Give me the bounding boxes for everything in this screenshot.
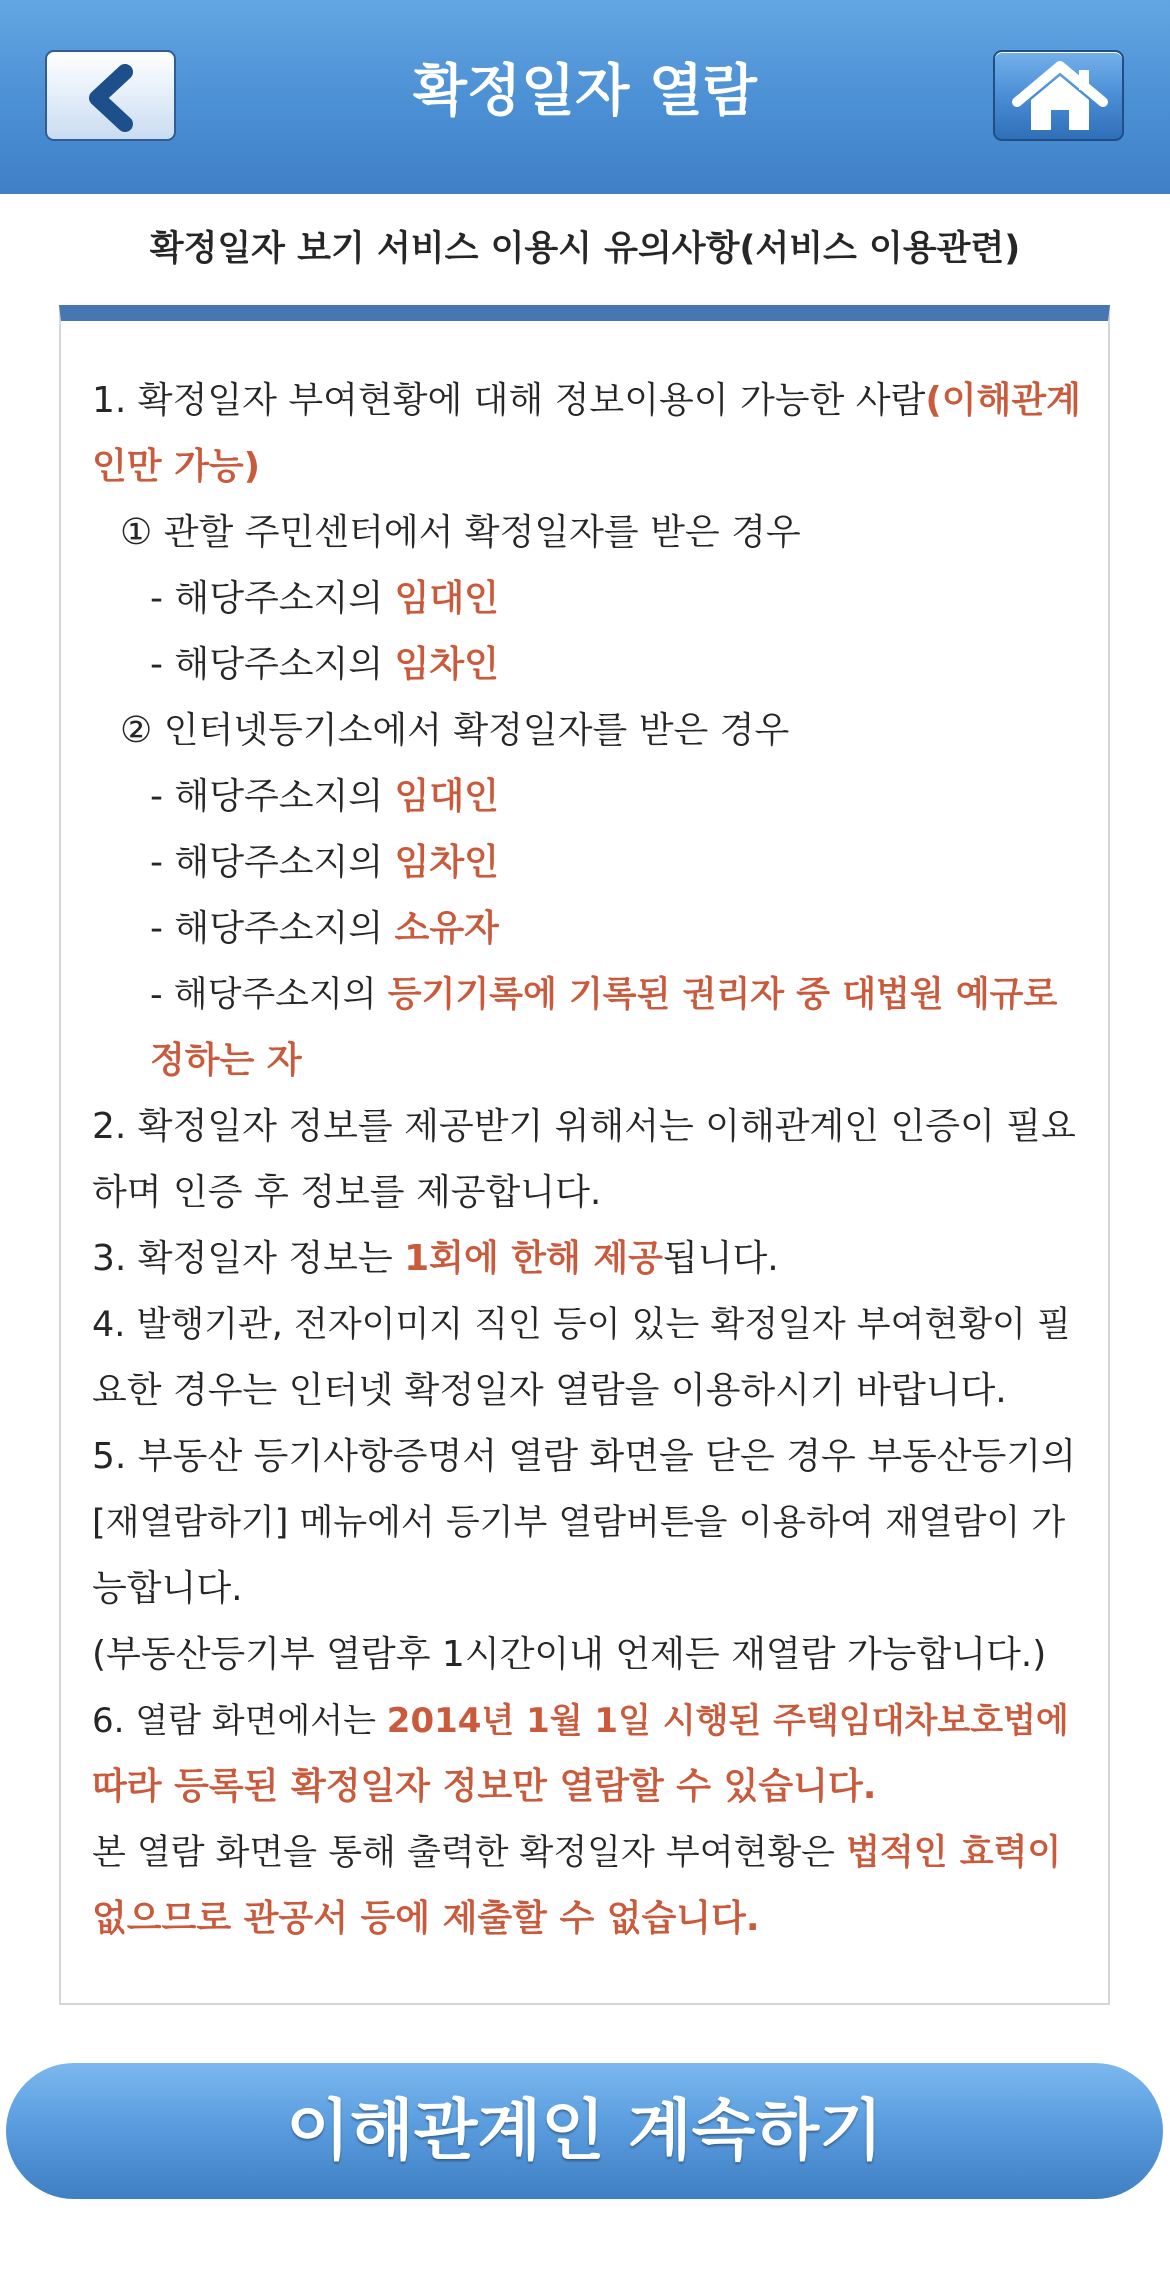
notice-item-1-cont [92, 434, 1082, 500]
app-header [0, 0, 1170, 194]
notice-text: 본 열람 화면을 통해 출력한 확정일자 부여현황은 [92, 1833, 847, 1873]
row-prefix: - 해당주소지의 [150, 644, 395, 685]
home-button[interactable] [993, 50, 1124, 141]
row-prefix: - 해당주소지의 [150, 975, 388, 1015]
notice-highlight: (이해관계 [925, 380, 1081, 421]
notice-item-6-cont [92, 1754, 1082, 1820]
row-highlight: 정하는 자 [150, 1040, 302, 1081]
case-1-row [92, 566, 1082, 632]
notice-item-6-warning-cont [92, 1886, 1082, 1952]
notice-item-2: 2. 확정일자 정보를 제공받기 위해서는 이해관계인 인증이 필요 [92, 1106, 1076, 1147]
notice-item-5-note: (부동산등기부 열람후 1시간이내 언제든 재열람 가능합니다.) [92, 1634, 1047, 1675]
page-title: 확정일자 열람 [412, 59, 758, 124]
row-highlight: 등기기록에 기록된 권리자 중 대법원 예규로 [387, 975, 1058, 1015]
notice-item-5: 5. 부동산 등기사항증명서 열람 화면을 닫은 경우 부동산등기의 [92, 1436, 1076, 1477]
row-highlight: 소유자 [394, 908, 499, 949]
notice-item-6 [92, 1688, 1082, 1754]
case-1-row [92, 632, 1082, 698]
notice-highlight: 없으므로 관공서 등에 제출할 수 없습니다. [92, 1898, 760, 1939]
case-2-row [92, 962, 1082, 1028]
notice-text: 6. 열람 화면에서는 [92, 1701, 387, 1741]
notice-item-2-cont: 하며 인증 후 정보를 제공합니다. [92, 1172, 602, 1213]
case-1-title: ① 관할 주민센터에서 확정일자를 받은 경우 [120, 512, 801, 553]
case-2-row [92, 896, 1082, 962]
row-prefix: - 해당주소지의 [150, 776, 395, 817]
row-highlight: 임차인 [394, 644, 499, 685]
notice-body [92, 368, 1082, 1952]
notice-subtitle: 확정일자 보기 서비스 이용시 유의사항(서비스 이용관련) [149, 229, 1021, 269]
row-prefix: - 해당주소지의 [150, 578, 395, 619]
notice-highlight: 2014년 1월 1일 시행된 주택임대차보호법에 [386, 1701, 1069, 1741]
case-2-row [92, 830, 1082, 896]
row-highlight: 임차인 [394, 842, 499, 883]
notice-highlight: 인만 가능) [92, 446, 261, 487]
home-icon [995, 52, 1126, 143]
notice-text: 3. 확정일자 정보는 [92, 1238, 405, 1279]
case-2-row [92, 764, 1082, 830]
notice-item-4: 4. 발행기관, 전자이미지 직인 등이 있는 확정일자 부여현황이 필 [92, 1305, 1071, 1345]
notice-highlight: 1회에 한해 제공 [404, 1238, 663, 1279]
row-prefix: - 해당주소지의 [150, 842, 395, 883]
notice-item-1 [92, 368, 1082, 434]
row-prefix: - 해당주소지의 [150, 908, 395, 949]
notice-highlight: 따라 등록된 확정일자 정보만 열람할 수 있습니다. [92, 1766, 877, 1807]
case-2-title: ② 인터넷등기소에서 확정일자를 받은 경우 [120, 710, 790, 751]
notice-highlight: 법적인 효력이 [846, 1833, 1062, 1873]
notice-item-3 [92, 1226, 1082, 1292]
case-2-row-cont [92, 1028, 1082, 1094]
continue-as-stakeholder-button[interactable]: 이해관계인 계속하기 [6, 2063, 1163, 2199]
notice-text: 1. 확정일자 부여현황에 대해 정보이용이 가능한 사람 [92, 380, 926, 421]
notice-item-6-warning [92, 1820, 1082, 1886]
notice-item-5-cont: 능합니다. [92, 1568, 243, 1609]
row-highlight: 임대인 [394, 578, 499, 619]
notice-item-4-cont: 요한 경우는 인터넷 확정일자 열람을 이용하시기 바랍니다. [92, 1370, 1007, 1411]
notice-text: 됩니다. [662, 1238, 779, 1279]
notice-item-5-cont: [재열람하기] 메뉴에서 등기부 열람버튼을 이용하여 재열람이 가 [92, 1503, 1066, 1543]
row-highlight: 임대인 [394, 776, 499, 817]
